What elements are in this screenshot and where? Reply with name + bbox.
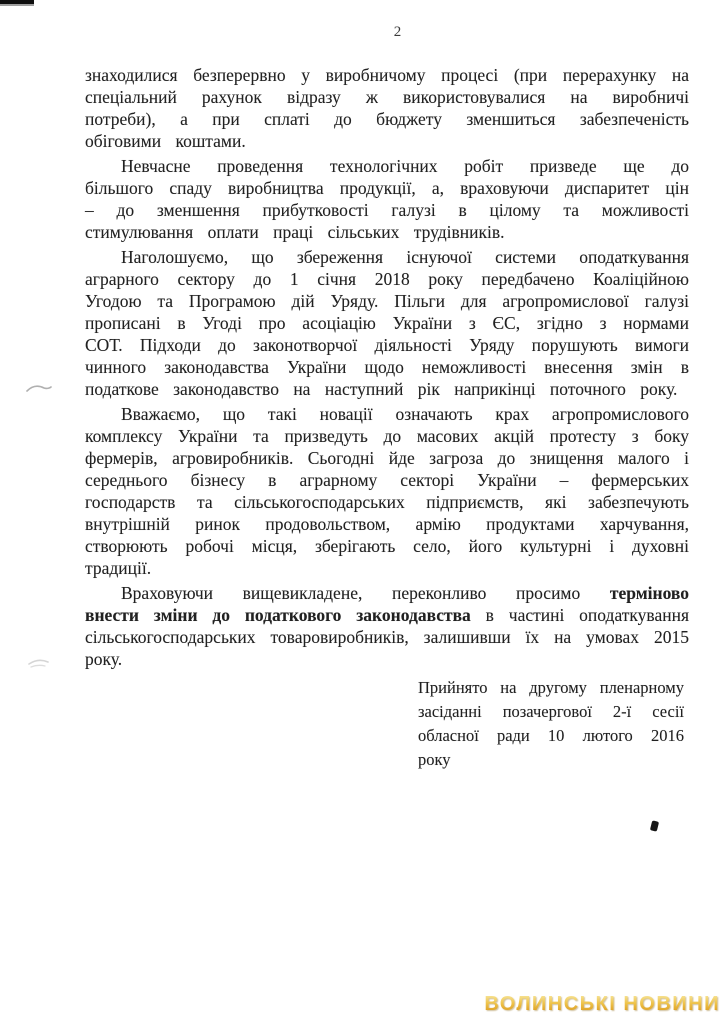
news-site-watermark: ВОЛИНСЬКІ НОВИНИ xyxy=(484,993,720,1015)
text-segment: в частині оподаткування сільськогосподарських товаровиробників, залишивши їх на умовах 2015 року. xyxy=(85,605,689,669)
pen-mark-artifact xyxy=(27,655,53,671)
text-segment: знаходилися безперервно у виробничому процесі (при перерахунку на спеціальний рахунок відразу ж використовувалися на виробничі потреби), а при сплаті до бюджету зменшиться забезпеченість обіговими коштами. xyxy=(85,65,689,151)
paragraph xyxy=(85,246,689,400)
text-segment: Невчасне проведення технологічних робіт призведе ще до більшого спаду виробництва продукції, а, враховуючи диспаритет цін – до зменшення прибутковості галузі в цілому та можливості стимулювання оплати праці сільських трудівників. xyxy=(85,156,689,242)
document-body xyxy=(85,64,689,670)
paragraph xyxy=(85,403,689,579)
adoption-note: Прийнято на другому пленарному засіданні позачергової 2-ї сесії обласної ради 10 лютого 2016 року xyxy=(418,678,684,769)
text-segment: Вважаємо, що такі новації означають крах агропромислового комплексу України та призведуть до масових акцій протесту з боку фермерів, агровиробників. Сьогодні йде загроза до знищення малого і середнього бізнесу в аграрному секторі України – фермерських господарств та сільськогосподарських підприємств, які забезпечують внутрішній ринок продовольством, армію продуктами харчування, створюють робочі місця, зберігають село, його культурні і духовні традиції. xyxy=(85,404,689,578)
ink-dot-artifact xyxy=(650,820,659,831)
scan-corner-artifact xyxy=(0,0,34,6)
text-segment: Наголошуємо, що збереження існуючої системи оподаткування аграрного сектору до 1 січня 2018 року передбачено Коаліційною Угодою та Програмою дій Уряду. Пільги для агропромислової галузі прописані в Угоді про асоціацію України з ЄС, згідно з нормами СОТ. Підходи до законотворчої діяльності Уряду порушують вимоги чинного законодавства України щодо неможливості внесення змін в податкове законодавство на наступний рік наприкінці поточного року. xyxy=(85,247,689,399)
page-number: 2 xyxy=(393,24,403,40)
bold-text-segment: терміново внести зміни до податкового законодавства xyxy=(85,583,689,625)
paragraph xyxy=(85,64,689,152)
pen-mark-artifact xyxy=(26,383,52,395)
paragraph xyxy=(85,155,689,243)
text-segment: Враховуючи вищевикладене, переконливо просимо xyxy=(121,583,610,603)
paragraph xyxy=(85,582,689,670)
